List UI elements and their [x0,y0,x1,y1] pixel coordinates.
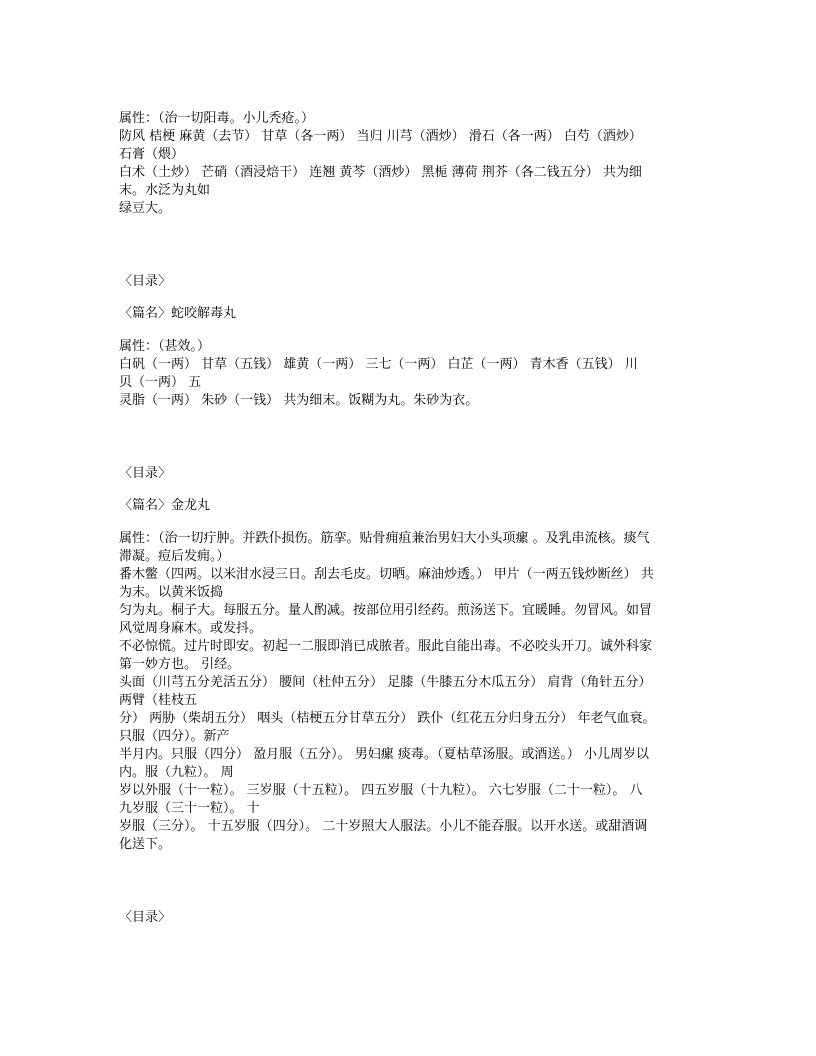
section-3-line: 只服（四分）。新产 [119,729,230,744]
section-3-line: 内。服（九粒）。 周 [119,765,234,780]
section-3-line: 匀为丸。桐子大。每服五分。量人酌减。按部位用引经药。煎汤送下。宜暖睡。勿冒风。如冒 [119,603,653,618]
toc-link[interactable]: 〈目录〉 [119,910,172,925]
toc-link[interactable]: 〈目录〉 [119,274,172,289]
section-2-line: 白矾（一两） 甘草（五钱） 雄黄（一两） 三七（一两） 白芷（一两） 青木香（五钱） 川 [119,357,638,372]
document-body [119,110,699,927]
section-3-line: 半月内。只服（四分） 盈月服（五分）。 男妇瘰 痰毒。（夏枯草汤服。或酒送。） 小儿周岁以 [119,747,650,762]
section-2-line: 贝（一两） 五 [119,375,202,390]
section-3-line: 头面（川芎五分羌活五分） 腰间（杜仲五分） 足膝（牛膝五分木瓜五分） 肩背（角针五分） [119,675,652,690]
section-1-line: 白术（土炒） 芒硝（酒浸焙干） 连翘 黄芩（酒炒） 黑栀 薄荷 荆芥（各二钱五分） 共为细 [119,165,642,180]
section-3-line: 化送下。 [119,837,172,852]
section-3-line: 滞凝。痘后发痈。） [119,549,230,564]
section-1-line: 末。水泛为丸如 [119,183,211,198]
section-1-line: 属性：（治一切阳毒。小儿秃疮。） [119,111,315,126]
section-2-line: 属性：（甚效。） [119,339,211,354]
section-1-line: 石膏（煨） [119,147,185,162]
section-3-line: 风觉周身麻木。或发抖。 [119,621,263,636]
section-title: 〈篇名〉蛇咬解毒丸 [119,306,237,321]
section-3-line: 岁服（三分）。 十五岁服（四分）。 二十岁照大人服法。小儿不能吞服。以开水送。或甜酒调 [119,819,648,834]
section-3-line: 九岁服（三十一粒）。 十 [119,801,260,816]
section-3-line: 分） 两胁（柴胡五分） 咽头（桔梗五分甘草五分） 跌仆（红花五分归身五分） 年老气血衰。 [119,711,656,726]
section-3-line: 为末。以黄米饭捣 [119,585,224,600]
section-3 [119,497,699,854]
toc-link[interactable]: 〈目录〉 [119,466,172,481]
section-3-line: 番木鳖（四两。以米泔水浸三日。刮去毛皮。切晒。麻油炒透。） 甲片（一两五钱炒断丝） 共 [119,567,654,582]
section-1-line: 绿豆大。 [119,201,172,216]
section-2 [119,305,699,410]
section-2-line: 灵脂（一两） 朱砂（一钱） 共为细末。饭糊为丸。朱砂为衣。 [119,393,479,408]
section-3-line: 岁以外服（十一粒）。 三岁服（十五粒）。 四五岁服（十九粒）。 六七岁服（二十一粒）。 八 [119,783,643,798]
section-3-line: 不必惊慌。过片时即安。初起一二服即消已成脓者。服此自能出毒。不必咬头开刀。诚外科家 [119,639,653,654]
section-3-line: 两臂（桂枝五 [119,693,198,708]
section-3-line: 属性：（治一切疔肿。并跌仆损伤。筋挛。贴骨痈疽兼治男妇大小头项瘰 。及乳串流核。痰气 [119,531,650,546]
section-title: 〈篇名〉金龙丸 [119,498,211,513]
section-1-line: 防风 桔梗 麻黄（去节） 甘草（各一两） 当归 川芎（酒炒） 滑石（各一两） 白芍（酒炒） [119,129,642,144]
section-3-line: 第一妙方也。 引经。 [119,657,241,672]
section-1 [119,110,699,218]
